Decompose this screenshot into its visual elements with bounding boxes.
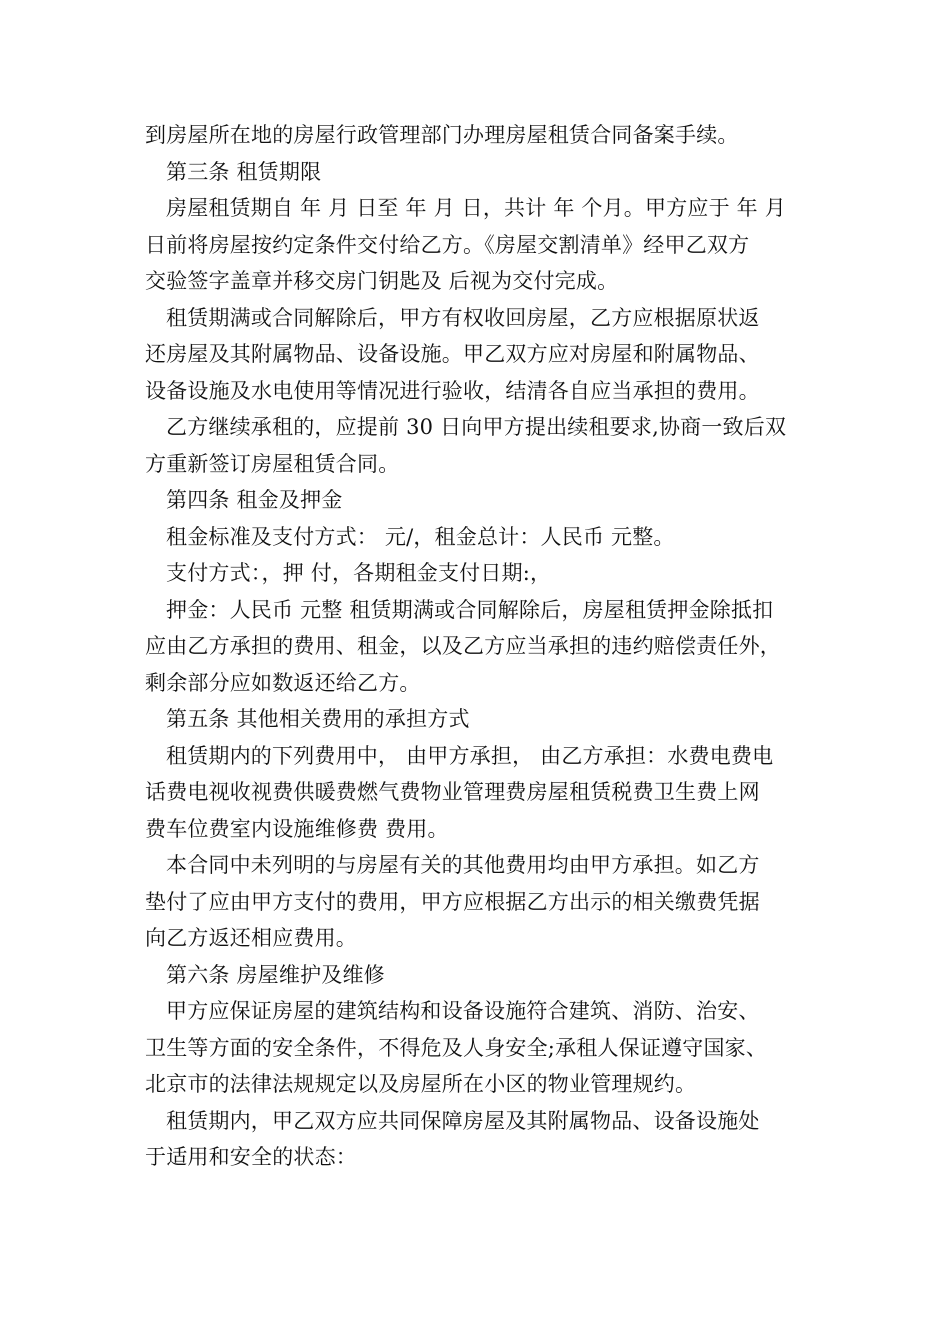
section-heading: 第五条 其他相关费用的承担方式 [166, 707, 470, 731]
text-line: 应由乙方承担的费用、租金，以及乙方应当承担的违约赔偿责任外， [145, 634, 781, 658]
text-line: 北京市的法律法规规定以及房屋所在小区的物业管理规约。 [145, 1072, 697, 1096]
text-line: 交验签字盖章并移交房门钥匙及 后视为交付完成。 [145, 269, 619, 293]
text-line: 垫付了应由甲方支付的费用，甲方应根据乙方出示的相关缴费凭据 [145, 889, 760, 914]
text-line: 设备设施及水电使用等情况进行验收，结清各自应当承担的费用。 [145, 378, 760, 403]
paragraph-renewal [145, 409, 825, 482]
text-line: 租金标准及支付方式： 元/，租金总计：人民币 元整。 [166, 524, 675, 549]
paragraph-maintenance [145, 1103, 825, 1176]
paragraph-lease-expiry [145, 300, 825, 410]
document-body [145, 117, 825, 1176]
heading-article-5 [145, 701, 825, 738]
paragraph-deposit [145, 592, 825, 702]
text-line: 卫生等方面的安全条件，不得危及人身安全;承租人保证遵守国家、 [145, 1035, 768, 1060]
text-line: 租赁期内的下列费用中， 由甲方承担， 由乙方承担：水费电费电 [166, 743, 774, 768]
section-heading: 第三条 租赁期限 [166, 159, 322, 184]
paragraph-fees-list [145, 738, 825, 848]
section-heading: 第四条 租金及押金 [166, 488, 343, 512]
paragraph-rent-standard [145, 519, 825, 556]
heading-article-3 [145, 154, 825, 191]
heading-article-6 [145, 957, 825, 994]
text-line: 到房屋所在地的房屋行政管理部门办理房屋租赁合同备案手续。 [145, 123, 739, 147]
text-line: 日前将房屋按约定条件交付给乙方。《房屋交割清单》经甲乙双方 [145, 232, 750, 257]
text-line: 支付方式：，押 付，各期租金支付日期:， [166, 561, 552, 585]
text-line: 本合同中未列明的与房屋有关的其他费用均由甲方承担。如乙方 [166, 853, 760, 877]
paragraph-other-fees [145, 847, 825, 957]
text-line: 于适用和安全的状态： [145, 1145, 357, 1169]
text-line: 房屋租赁期自 年 月 日至 年 月 日，共计 年 个月。甲方应于 年 月 [166, 196, 786, 220]
text-line: 甲方应保证房屋的建筑结构和设备设施符合建筑、消防、治安、 [166, 999, 760, 1023]
paragraph-lease-term [145, 190, 825, 300]
text-line: 方重新签订房屋租赁合同。 [145, 451, 400, 476]
text-line: 租赁期满或合同解除后，甲方有权收回房屋，乙方应根据原状返 [166, 305, 760, 330]
text-line: 向乙方返还相应费用。 [145, 926, 357, 950]
text-line: 话费电视收视费供暖费燃气费物业管理费房屋租赁税费卫生费上网 [145, 780, 760, 804]
text-line: 押金：人民币 元整 租赁期满或合同解除后，房屋租赁押金除抵扣 [166, 597, 774, 622]
paragraph-payment-method [145, 555, 825, 592]
text-line: 费车位费室内设施维修费 费用。 [145, 816, 449, 841]
paragraph-safety [145, 993, 825, 1103]
text-line: 乙方继续承租的，应提前 30 日向甲方提出续租要求,协商一致后双 [166, 415, 787, 439]
text-line: 租赁期内，甲乙双方应共同保障房屋及其附属物品、设备设施处 [166, 1108, 760, 1133]
text-line: 剩余部分应如数返还给乙方。 [145, 670, 421, 695]
paragraph-registration-end [145, 117, 825, 154]
heading-article-4 [145, 482, 825, 519]
section-heading: 第六条 房屋维护及维修 [166, 962, 385, 987]
text-line: 还房屋及其附属物品、设备设施。甲乙双方应对房屋和附属物品、 [145, 342, 760, 366]
